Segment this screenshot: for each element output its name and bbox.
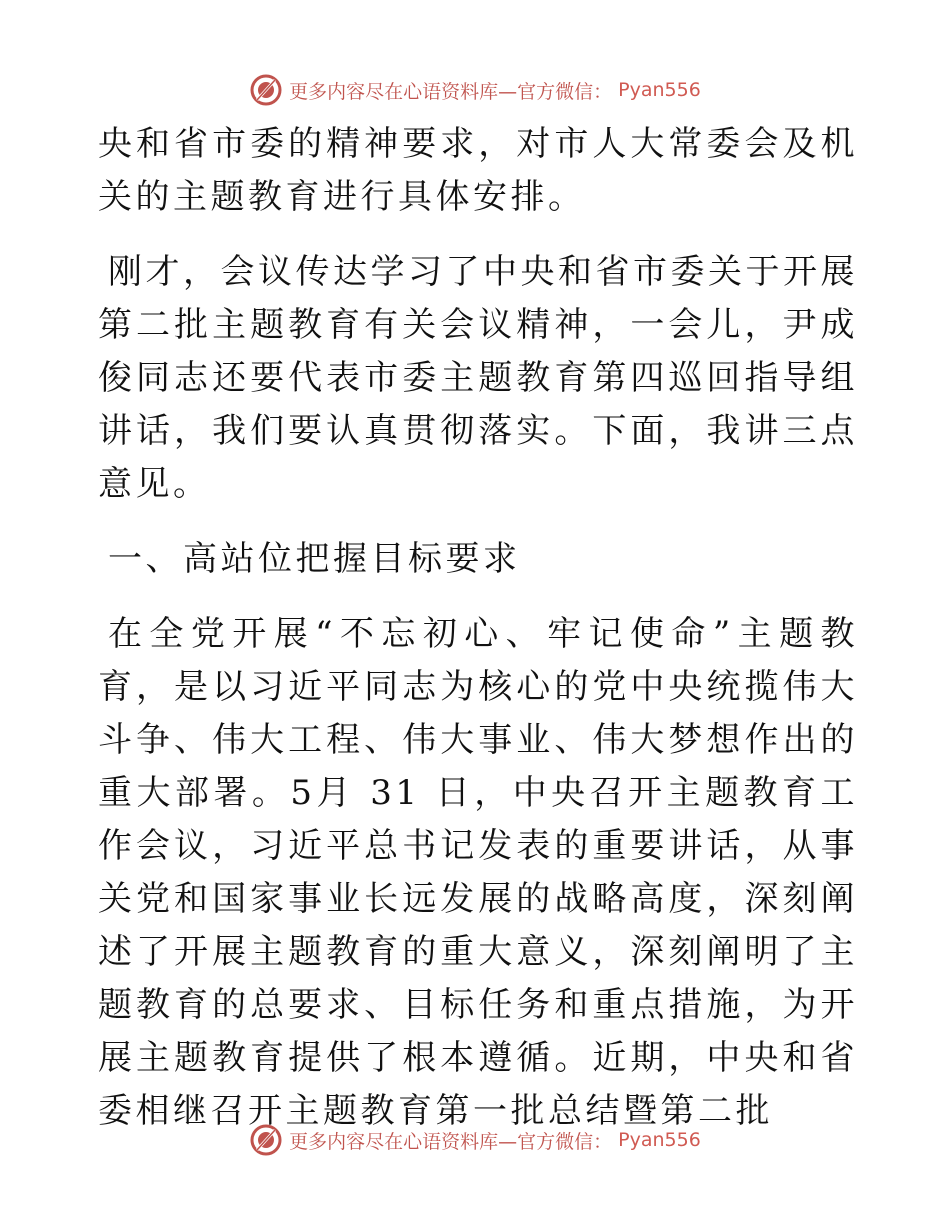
paragraph-intro: 刚才，会议传达学习了中央和省市委关于开展第二批主题教育有关会议精神，一会儿，尹成俊同志还要代表市委主题教育第四巡回指导组讲话，我们要认真贯彻落实。下面，我讲三点意见。 bbox=[98, 252, 858, 504]
pen-logo-icon bbox=[249, 1123, 283, 1157]
watermark-wechat-id: Pyan556 bbox=[618, 1129, 701, 1151]
section-heading: 一、高站位把握目标要求 bbox=[108, 539, 521, 579]
document-body bbox=[98, 118, 858, 1138]
paragraph-body: 在全党开展“不忘初心、牢记使命”主题教育，是以习近平同志为核心的党中央统揽伟大斗争、伟大工程、伟大事业、伟大梦想作出的重大部署。5月 31 日，中央召开主题教育工作会议，习近平总书记发表的重要讲话，从事关党和国家事业长远发展的战略高度，深刻阐述了开展主题教育的重大意义，深刻阐明了主题教育的总要求、目标任务和重点措施，为开展主题教育提供了根本遵循。近期，中央和省委相继召开主题教育第一批总结暨第二批 bbox=[98, 614, 858, 1131]
pen-logo-icon bbox=[249, 73, 283, 107]
watermark-text: 更多内容尽在心语资料库—官方微信： bbox=[289, 80, 613, 103]
watermark-wechat-id: Pyan556 bbox=[618, 79, 701, 101]
footer-watermark bbox=[0, 1122, 950, 1158]
paragraph-continuation: 央和省市委的精神要求，对市人大常委会及机关的主题教育进行具体安排。 bbox=[98, 124, 858, 217]
header-watermark bbox=[0, 72, 950, 108]
watermark-text: 更多内容尽在心语资料库—官方微信： bbox=[289, 1130, 613, 1153]
